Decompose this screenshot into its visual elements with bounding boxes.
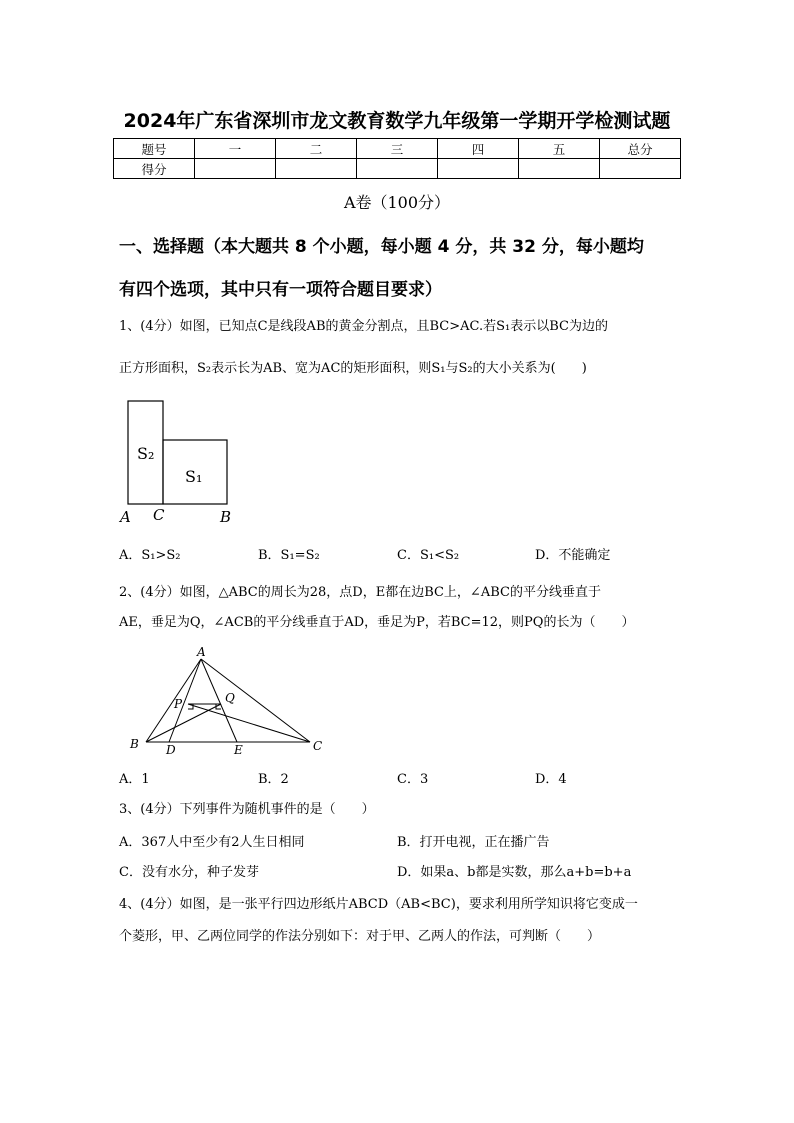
score-cell: [195, 159, 276, 179]
q2-text-line2: AE，垂足为Q，∠ACB的平分线垂直于AD，垂足为P，若BC=12，则PQ的长为（ ）: [119, 615, 635, 630]
score-table-score-row: [114, 159, 681, 179]
part1-heading-line2: 有四个选项，其中只有一项符合题目要求）: [119, 280, 442, 300]
q2-label-p: P: [174, 697, 183, 711]
q1-text-line1: 1、(4分）如图，已知点C是线段AB的黄金分割点，且BC>AC.若S₁表示以BC为边的: [119, 319, 608, 334]
q2-label-d: D: [166, 743, 176, 757]
q4-text-line1: 4、(4分）如图，是一张平行四边形纸片ABCD（AB<BC)，要求利用所学知识将它变成一: [119, 897, 638, 912]
q1-figure: [115, 396, 245, 528]
score-cell: [438, 159, 519, 179]
q3-option-c[interactable]: C．没有水分，种子发芽: [119, 865, 259, 880]
q2-figure: [122, 642, 332, 760]
score-header-cell: 四: [438, 139, 519, 159]
q2-option-b[interactable]: B．2: [258, 772, 289, 787]
q1-label-a: A: [120, 508, 131, 526]
q3-text-line1: 3、(4分）下列事件为随机事件的是（ ）: [119, 802, 375, 817]
q1-label-c: C: [153, 506, 165, 524]
score-header-cell: 二: [276, 139, 357, 159]
score-cell: [276, 159, 357, 179]
score-cell: [600, 159, 681, 179]
q2-label-c: C: [313, 739, 323, 753]
q1-label-s2: S₂: [137, 444, 155, 463]
score-table-header-row: [114, 139, 681, 159]
score-table: [113, 138, 681, 179]
score-cell: [357, 159, 438, 179]
score-cell: [519, 159, 600, 179]
score-header-cell: 一: [195, 139, 276, 159]
q3-option-d[interactable]: D．如果a、b都是实数，那么a+b=b+a: [397, 865, 632, 880]
q1-label-s1: S₁: [185, 467, 203, 486]
q2-option-d[interactable]: D．4: [535, 772, 567, 787]
q2-option-c[interactable]: C．3: [397, 772, 429, 787]
q2-label-b: B: [130, 737, 139, 751]
q2-text-line1: 2、(4分）如图，△ABC的周长为28，点D，E都在边BC上，∠ABC的平分线垂直于: [119, 585, 601, 600]
q1-label-b: B: [220, 508, 232, 526]
score-row-label: 得分: [114, 159, 195, 179]
page-title: 2024年广东省深圳市龙文教育数学九年级第一学期开学检测试题: [123, 110, 671, 132]
score-header-cell: 总分: [600, 139, 681, 159]
q3-option-a[interactable]: A．367人中至少有2人生日相同: [119, 835, 305, 850]
score-header-cell: 题号: [114, 139, 195, 159]
q2-label-q: Q: [225, 691, 235, 705]
q1-option-b[interactable]: B．S₁=S₂: [258, 548, 320, 563]
q1-option-d[interactable]: D．不能确定: [535, 548, 611, 563]
q1-text-line2: 正方形面积，S₂表示长为AB、宽为AC的矩形面积，则S₁与S₂的大小关系为( ): [119, 361, 587, 376]
q4-text-line2: 个菱形，甲、乙两位同学的作法分别如下：对于甲、乙两人的作法，可判断（ ）: [119, 929, 601, 944]
q3-option-b[interactable]: B．打开电视，正在播广告: [397, 835, 550, 850]
q2-label-e: E: [234, 743, 243, 757]
score-header-cell: 三: [357, 139, 438, 159]
q2-option-a[interactable]: A．1: [119, 772, 150, 787]
part1-heading-line1: 一、选择题（本大题共 8 个小题，每小题 4 分，共 32 分，每小题均: [119, 237, 644, 257]
q1-option-c[interactable]: C．S₁<S₂: [397, 548, 460, 563]
q1-option-a[interactable]: A．S₁>S₂: [119, 548, 181, 563]
score-header-cell: 五: [519, 139, 600, 159]
section-heading: A卷（100分）: [343, 193, 451, 212]
q2-label-a: A: [197, 645, 206, 659]
